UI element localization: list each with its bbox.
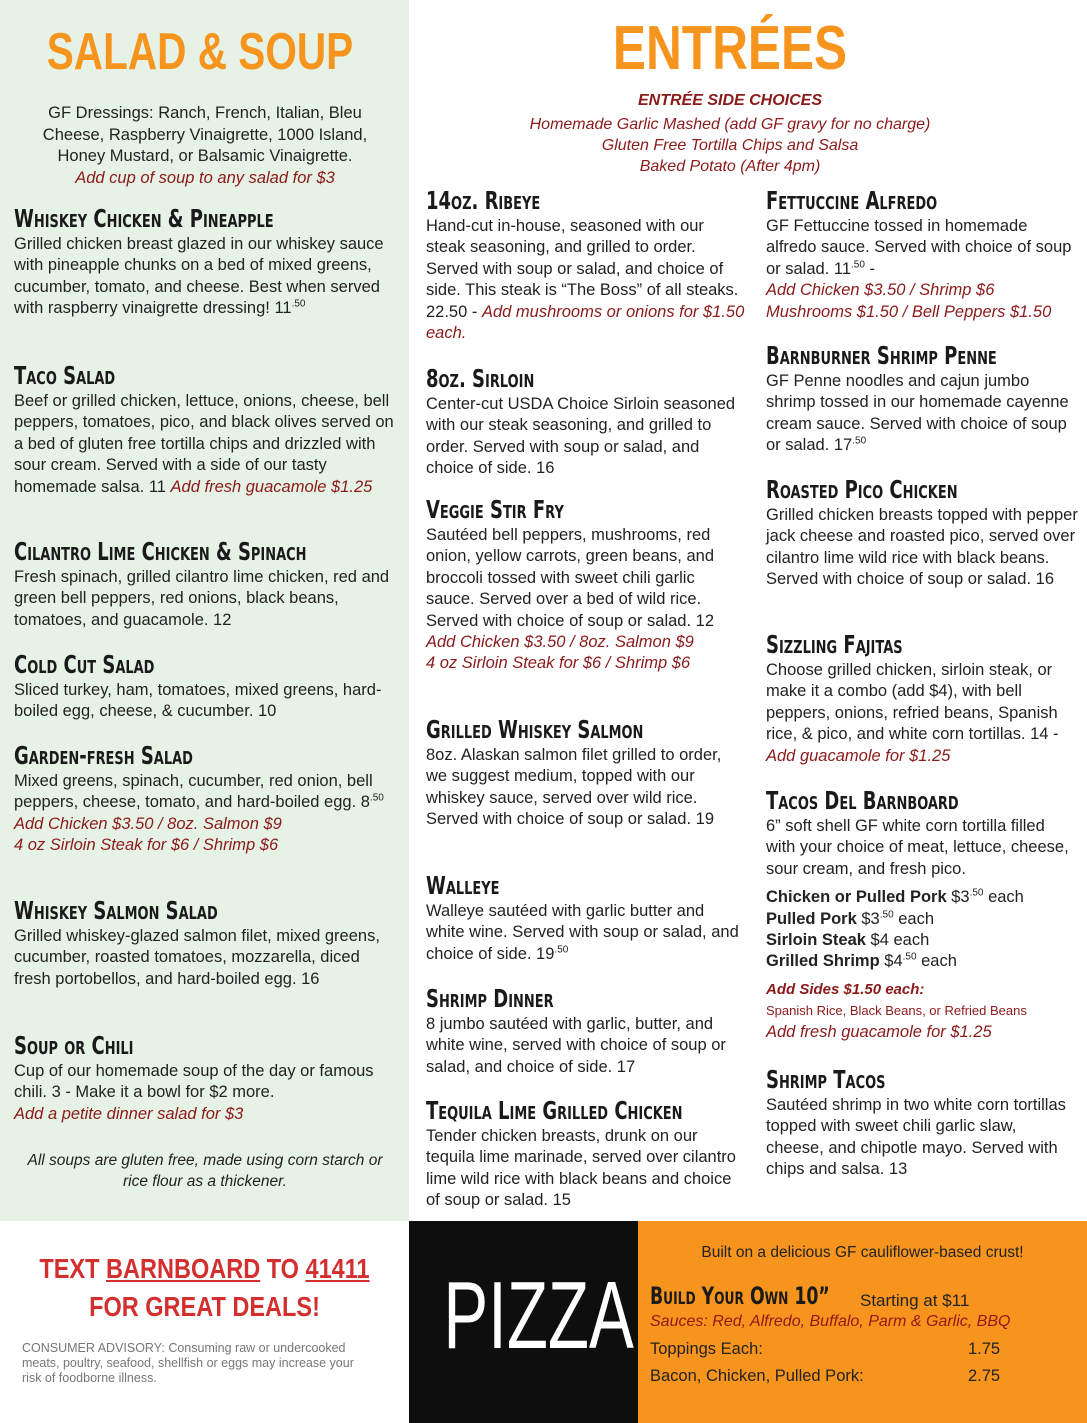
entree-walleye	[426, 871, 746, 965]
entree-ribeye	[426, 186, 746, 344]
item-desc: Fresh spinach, grilled cilantro lime chicken, red and green bell peppers, red onions, black beans, tomatoes, and guacamole. 12	[14, 568, 390, 629]
item-add-ons: Mushrooms $1.50 / Bell Peppers $1.50	[766, 302, 1052, 321]
salad-item-cold-cut	[14, 650, 399, 723]
taco-sides-list: Spanish Rice, Black Beans, or Refried Beans	[766, 1003, 1027, 1019]
pizza-sauces: Sauces: Red, Alfredo, Buffalo, Parm & Garlic, BBQ	[650, 1313, 1011, 1330]
item-add-ons: Add a petite dinner salad for $3	[14, 1104, 244, 1123]
item-title: Sizzling Fajitas	[766, 630, 903, 659]
soup-gf-note: All soups are gluten free, made using corn starch or rice flour as a thickener.	[27, 1152, 383, 1190]
entree-fettuccine	[766, 186, 1078, 323]
pizza-heading: PIZZA	[443, 1262, 634, 1369]
text-deal-promo: TEXT BARNBOARD TO 41411 FOR GREAT DEALS!	[39, 1253, 370, 1322]
item-title: Barnburner Shrimp Penne	[766, 341, 997, 370]
item-title: Shrimp Dinner	[426, 984, 554, 1013]
item-desc: Beef or grilled chicken, lettuce, onions, cheese, bell peppers, tomatoes, pico, and black olives served on a bed of gluten free tortilla chips and drizzled with sour cream. Served with a side of our tasty homemade salsa. 11 Add fresh guacamole $1.25	[14, 392, 394, 496]
item-desc: 8oz. Alaskan salmon filet grilled to order, we suggest medium, topped with our whiskey sauce, served over wild rice. Served with choice of soup or salad. 19	[426, 746, 722, 829]
taco-price-line: Sirloin Steak $4 each	[766, 931, 930, 950]
promo-number: 41411	[305, 1253, 370, 1284]
item-desc: Center-cut USDA Choice Sirloin seasoned with our steak seasoning, and grilled to order. Served with soup or salad, and choice of side. 16	[426, 395, 736, 478]
item-desc: 8 jumbo sautéed with garlic, butter, and white wine, served with choice of soup or salad, and choice of side. 17	[426, 1015, 726, 1076]
taco-price-line: Chicken or Pulled Pork $\$3^{.50}$ each	[766, 887, 1024, 907]
item-desc: 6” soft shell GF white corn tortilla filled with your choice of meat, lettuce, cheese, sour cream, and fresh pico.	[766, 817, 1069, 878]
item-title: Tequila Lime Grilled Chicken	[426, 1096, 683, 1125]
item-title: Veggie Stir Fry	[426, 495, 564, 524]
entree-shrimp-dinner	[426, 984, 746, 1078]
item-title: Garden-fresh Salad	[14, 741, 193, 770]
entree-sirloin	[426, 364, 746, 480]
taco-sides-heading: Add Sides $1.50 each:	[766, 980, 925, 998]
pizza-crust-note: Built on a delicious GF cauliflower-based crust!	[701, 1244, 1024, 1261]
item-title: Cilantro Lime Chicken & Spinach	[14, 537, 307, 566]
item-title: Whiskey Chicken & Pineapple	[14, 204, 274, 233]
side-option: Homemade Garlic Mashed (add GF gravy for no charge)	[529, 116, 931, 133]
item-title: 8oz. Sirloin	[426, 364, 535, 393]
entree-veggie-stir-fry	[426, 495, 746, 675]
item-desc: Grilled chicken breasts topped with pepper jack cheese and roasted pico, served over cilantro lime wild rice with black beans. Served with choice of soup or salad. 16	[766, 506, 1078, 589]
item-add-ons: 4 oz Sirloin Steak for $6 / Shrimp $6	[14, 836, 279, 855]
entree-barnburner-penne	[766, 341, 1078, 457]
entree-grilled-whiskey-salmon	[426, 715, 746, 831]
item-add-ons: 4 oz Sirloin Steak for $6 / Shrimp $6	[426, 654, 691, 673]
dressings-intro	[20, 103, 390, 189]
item-desc: Grilled chicken breast glazed in our whiskey sauce with pineapple chunks on a bed of mixed greens, cucumber, tomato, and cheese. Best when served with raspberry vinaigrette dressing! $11^{.50}$	[14, 235, 384, 318]
entree-tacos-del-barnboard	[766, 786, 1078, 1043]
entree-roasted-pico-chicken	[766, 475, 1078, 591]
entree-tequila-lime-chicken	[426, 1096, 746, 1212]
item-add-ons: Add Chicken $3.50 / Shrimp $6	[766, 281, 995, 300]
build-your-own-price: Starting at $11	[860, 1291, 970, 1310]
side-option: Baked Potato (After 4pm)	[639, 158, 821, 175]
salad-heading: SALAD & SOUP	[46, 23, 354, 81]
item-desc: Tender chicken breasts, drunk on our tequila lime marinade, served over cilantro lime wild rice with black beans and choice of soup or salad. 15	[426, 1127, 736, 1210]
item-desc: Walleye sautéed with garlic butter and white wine. Served with soup or salad, and choice of side. $19^{.50}$	[426, 902, 739, 963]
taco-guac-add: Add fresh guacamole for $1.25	[766, 1022, 992, 1041]
salad-item-whiskey-salmon	[14, 896, 399, 990]
build-your-own-title: Build Your Own 10”	[650, 1282, 830, 1310]
salad-item-whiskey-chicken	[14, 204, 399, 320]
topping-price: 2.75	[968, 1367, 1001, 1385]
item-desc: Sliced turkey, ham, tomatoes, mixed greens, hard-boiled egg, cheese, & cucumber. 10	[14, 681, 382, 721]
taco-price-line: Grilled Shrimp $\$4^{.50}$ each	[766, 951, 957, 971]
item-desc: Mixed greens, spinach, cucumber, red onion, bell peppers, cheese, tomato, and hard-boiled egg. $8^{.50}$	[14, 772, 384, 812]
topping-price: 1.75	[968, 1340, 1001, 1358]
item-title: Tacos Del Barnboard	[766, 786, 959, 815]
item-desc: GF Penne noodles and cajun jumbo shrimp tossed in our homemade cayenne cream sauce. Served with choice of soup or salad. $17^{.50}$	[766, 372, 1069, 455]
item-desc: Hand-cut in-house, seasoned with our steak seasoning, and grilled to order. Served with soup or salad, and choice of side. This steak is “The Boss” of all steaks. 22.50 - Add mushrooms or onions for $1.50 each.	[426, 217, 745, 343]
salad-item-soup-chili	[14, 1031, 399, 1125]
item-add-ons: Add Chicken $3.50 / 8oz. Salmon $9	[426, 633, 694, 652]
item-desc: Choose grilled chicken, sirloin steak, or make it a combo (add $4), with bell peppers, onions, refried beans, Spanish rice, & pico, and white corn tortillas. 14 - Add guacamole for $1.25	[766, 661, 1059, 765]
item-title: Walleye	[426, 871, 500, 900]
item-title: Fettuccine Alfredo	[766, 186, 938, 215]
item-title: Whiskey Salmon Salad	[14, 896, 218, 925]
consumer-advisory: CONSUMER ADVISORY: Consuming raw or undercooked meats, poultry, seafood, shellfish or eggs may increase your risk of foodborne illness.	[22, 1341, 354, 1385]
entree-sizzling-fajitas	[766, 630, 1078, 767]
topping-label: Bacon, Chicken, Pulled Pork:	[650, 1367, 864, 1385]
item-title: Shrimp Tacos	[766, 1065, 886, 1094]
side-choices-heading: ENTRÉE SIDE CHOICES	[637, 92, 823, 109]
item-title: Grilled Whiskey Salmon	[426, 715, 644, 744]
item-desc: Sautéed bell peppers, mushrooms, red onion, yellow carrots, green beans, and broccoli tossed with sweet chili garlic sauce. Served over a bed of wild rice. Served with choice of soup or salad. 12	[426, 526, 715, 630]
item-title: Cold Cut Salad	[14, 650, 155, 679]
item-title: Soup or Chili	[14, 1031, 134, 1060]
item-desc: Sautéed shrimp in two white corn tortillas topped with sweet chili garlic slaw, cheese, and chipotle mayo. Served with chips and salsa. 13	[766, 1096, 1066, 1179]
entree-shrimp-tacos	[766, 1065, 1078, 1181]
item-title: 14oz. Ribeye	[426, 186, 541, 215]
item-desc: Grilled whiskey-glazed salmon filet, mixed greens, cucumber, roasted tomatoes, mozzarella, diced fresh portobellos, and hard-boiled egg. 16	[14, 927, 380, 988]
salad-item-taco	[14, 361, 399, 498]
topping-label: Toppings Each:	[650, 1340, 763, 1358]
promo-keyword: BARNBOARD	[106, 1253, 261, 1284]
side-option: Gluten Free Tortilla Chips and Salsa	[601, 137, 859, 154]
item-desc: Cup of our homemade soup of the day or famous chili. 3 - Make it a bowl for $2 more.	[14, 1062, 374, 1102]
soup-add-note: Add cup of soup to any salad for $3	[75, 168, 335, 187]
dressings-text: GF Dressings: Ranch, French, Italian, Bleu Cheese, Raspberry Vinaigrette, 1000 Island, Honey Mustard, or Balsamic Vinaigrette.	[42, 104, 368, 165]
salad-item-garden	[14, 741, 399, 857]
item-title: Taco Salad	[14, 361, 116, 390]
item-title: Roasted Pico Chicken	[766, 475, 958, 504]
entrees-heading: ENTRÉES	[612, 14, 848, 83]
item-add-ons: Add Chicken $3.50 / 8oz. Salmon $9	[14, 814, 282, 833]
item-desc: GF Fettuccine tossed in homemade alfredo sauce. Served with choice of soup or salad. $11^{.50}$ -	[766, 217, 1072, 278]
salad-item-cilantro	[14, 537, 399, 631]
taco-price-line: Pulled Pork $\$3^{.50}$ each	[766, 909, 935, 928]
